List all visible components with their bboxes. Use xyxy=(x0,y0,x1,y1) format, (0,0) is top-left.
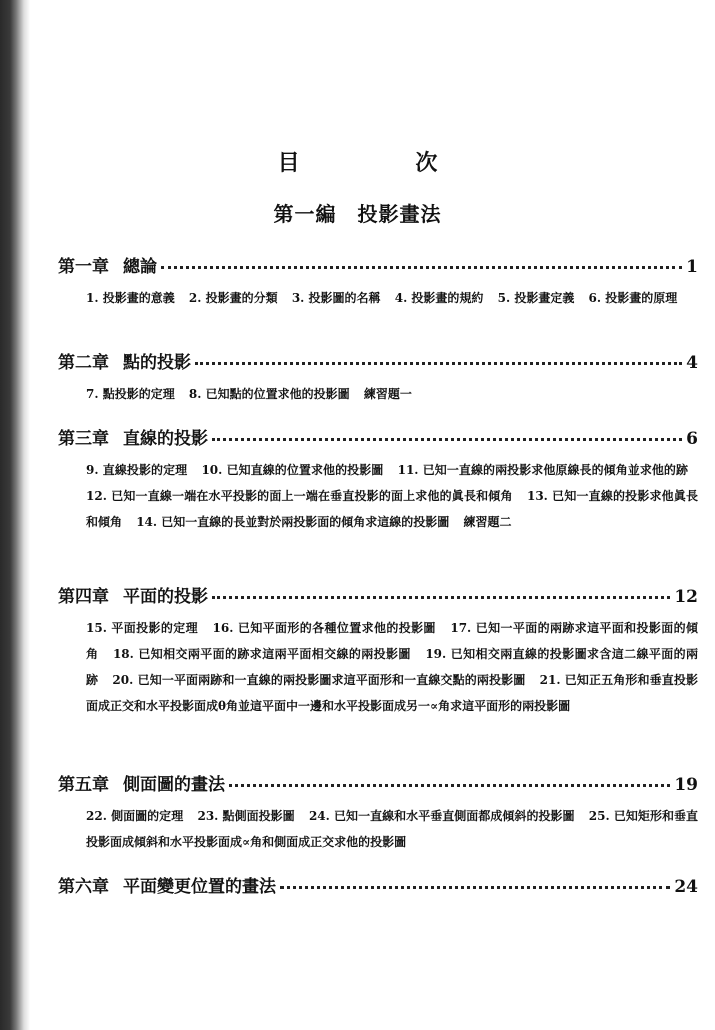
section-item: 7. 點投影的定理 xyxy=(86,387,175,401)
section-item: 24. 已知一直線和水平垂直側面都成傾斜的投影圖 xyxy=(308,809,575,823)
section-item: 練習題二 xyxy=(463,515,512,529)
chapter-heading xyxy=(58,872,698,897)
chapter-page-number: 6 xyxy=(686,429,698,449)
section-item: 20. 已知一平面兩跡和一直線的兩投影圖求這平面形和一直線交點的兩投影圖 xyxy=(112,673,526,687)
leader-dots xyxy=(161,266,682,269)
leader-dots xyxy=(212,438,682,441)
chapter-page-number: 24 xyxy=(674,877,698,897)
section-list xyxy=(58,457,698,535)
section-list xyxy=(58,803,698,855)
toc-title: 目 次 xyxy=(277,150,492,176)
section-item: 22. 側面圖的定理 xyxy=(86,809,184,823)
section-item: 15. 平面投影的定理 xyxy=(86,621,198,635)
section-item: 1. 投影畫的意義 xyxy=(86,291,175,305)
chapter-2 xyxy=(58,348,698,407)
chapter-5 xyxy=(58,770,698,855)
section-item: 25. 已知矩形和垂直投影面成傾斜和水平投影面成∝角和側面成正交求他的投影圖 xyxy=(86,809,699,849)
leader-dots xyxy=(280,886,670,889)
leader-dots xyxy=(195,362,682,365)
chapter-number: 第四章 xyxy=(58,587,109,607)
part-title: 第一編 投影畫法 xyxy=(273,202,442,226)
chapter-number: 第二章 xyxy=(58,353,109,373)
section-item: 11. 已知一直線的兩投影求他原線長的傾角並求他的跡 xyxy=(397,463,688,477)
section-list xyxy=(58,285,698,311)
section-item: 13. 已知一直線的投影求他眞長和傾角 xyxy=(86,489,698,529)
section-list xyxy=(58,615,698,719)
chapter-title: 總論 xyxy=(123,257,157,277)
chapter-heading xyxy=(58,252,698,277)
chapter-1 xyxy=(58,252,698,311)
chapter-page-number: 1 xyxy=(686,257,698,277)
section-item: 17. 已知一平面的兩跡求這平面和投影面的傾角 xyxy=(86,621,698,661)
section-item: 8. 已知點的位置求他的投影圖 xyxy=(188,387,350,401)
chapter-heading xyxy=(58,770,698,795)
section-item: 18. 已知相交兩平面的跡求這兩平面相交線的兩投影圖 xyxy=(112,647,411,661)
chapter-3 xyxy=(58,424,698,535)
chapter-number: 第一章 xyxy=(58,257,109,277)
section-item: 19. 已知相交兩直線的投影圖求含這二線平面的兩跡 xyxy=(86,647,698,687)
chapter-6 xyxy=(58,872,698,897)
chapter-heading xyxy=(58,348,698,373)
chapter-number: 第三章 xyxy=(58,429,109,449)
chapter-heading xyxy=(58,424,698,449)
section-item: 21. 已知正五角形和垂直投影面成正交和水平投影面成θ角並這平面中一邊和水平投影面成另一∝角求這平面形的兩投影圖 xyxy=(86,673,698,713)
chapter-number: 第五章 xyxy=(58,775,109,795)
section-item: 3. 投影圖的名稱 xyxy=(291,291,381,305)
section-item: 10. 已知直線的位置求他的投影圖 xyxy=(201,463,384,477)
leader-dots xyxy=(229,784,670,787)
chapter-page-number: 19 xyxy=(674,775,698,795)
chapter-heading xyxy=(58,582,698,607)
chapter-title: 直線的投影 xyxy=(123,429,208,449)
chapter-title: 平面變更位置的畫法 xyxy=(123,877,276,897)
chapter-page-number: 12 xyxy=(674,587,698,607)
chapter-title: 側面圖的畫法 xyxy=(123,775,225,795)
section-item: 4. 投影畫的規約 xyxy=(394,291,484,305)
chapter-number: 第六章 xyxy=(58,877,109,897)
section-item: 23. 點側面投影圖 xyxy=(197,809,295,823)
section-item: 12. 已知一直線一端在水平投影的面上一端在垂直投影的面上求他的眞長和傾角 xyxy=(86,489,513,503)
section-item: 9. 直線投影的定理 xyxy=(86,463,188,477)
section-item: 練習題一 xyxy=(363,387,412,401)
chapter-page-number: 4 xyxy=(686,353,698,373)
section-item: 14. 已知一直線的長並對於兩投影面的傾角求這線的投影圖 xyxy=(136,515,450,529)
section-item: 2. 投影畫的分類 xyxy=(188,291,278,305)
leader-dots xyxy=(212,596,670,599)
chapter-title: 點的投影 xyxy=(123,353,191,373)
section-item: 5. 投影畫定義 xyxy=(497,291,575,305)
chapter-4 xyxy=(58,582,698,719)
chapter-title: 平面的投影 xyxy=(123,587,208,607)
section-list xyxy=(58,381,698,407)
section-item: 6. 投影畫的原理 xyxy=(588,291,678,305)
section-item: 16. 已知平面形的各種位置求他的投影圖 xyxy=(212,621,436,635)
